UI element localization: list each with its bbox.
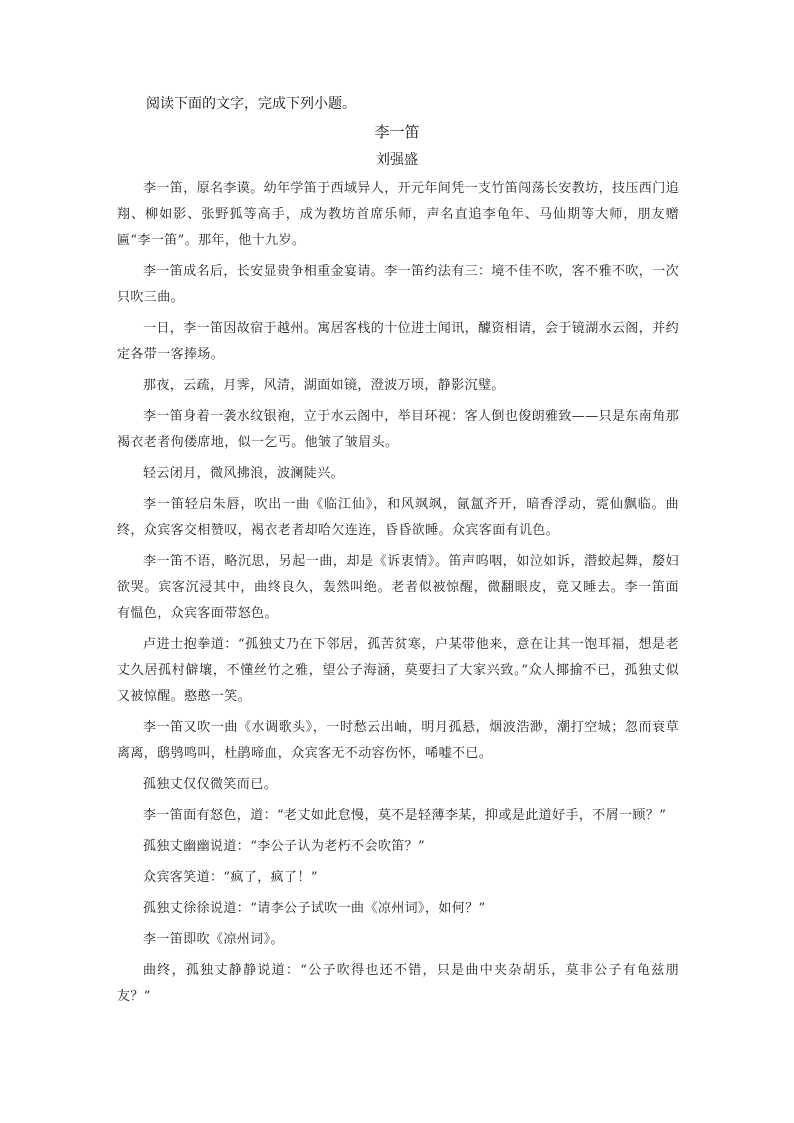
story-title: 李一笛: [374, 123, 420, 141]
paragraph: 众宾客笑道：“疯了，疯了！”: [143, 870, 318, 885]
paragraph: 李一笛即吹《凉州词》。: [143, 932, 284, 947]
paragraph: 孤独丈仅仅微笑而已。: [143, 777, 278, 792]
reading-instruction: 阅读下面的文字，完成下列小题。: [146, 96, 356, 112]
story-body: [117, 176, 679, 1015]
paragraph: 李一笛又吹一曲《水调歌头》，一时愁云出岫，明月孤悬，烟波浩渺，潮打空城；忽而衰草离离，鸱鸮鸣叫，杜鹃啼血，众宾客无不动容伤怀，唏嘘不已。: [117, 720, 679, 761]
paragraph: 李一笛轻启朱唇，吹出一曲《临江仙》，和风飒飒，氤氲齐开，暗香浮动，霓仙飘临。曲终，众宾客交相赞叹，褐衣老者却哈欠连连，昏昏欲睡。众宾客面有讥色。: [117, 497, 679, 538]
paragraph: 李一笛面有怒色，道：“老丈如此怠慢，莫不是轻薄李某，抑或是此道好手，不屑一顾？”: [143, 808, 667, 823]
paragraph: 孤独丈幽幽说道：“李公子认为老朽不会吹笛？”: [143, 839, 426, 854]
paragraph: 一日，李一笛因故宿于越州。寓居客栈的十位进士闻讯，醵资相请，会于镜湖水云阁，并约定各带一客捧场。: [117, 321, 680, 362]
paragraph: 李一笛成名后，长安显贵争相重金宴请。李一笛约法有三：境不佳不吹，客不雅不吹，一次只吹三曲。: [117, 264, 680, 305]
story-author: 刘强盛: [376, 152, 418, 168]
paragraph: 轻云闭月，微风拂浪，波澜陡兴。: [143, 466, 345, 481]
paragraph: 李一笛不语，略沉思，另起一曲，却是《诉衷情》。笛声呜咽，如泣如诉，潜蛟起舞，嫠妇欲哭。宾客沉浸其中，曲终良久，轰然叫绝。老者似被惊醒，微翻眼皮，竟又睡去。李一笛面有愠色，众宾客面带怒色。: [117, 554, 679, 621]
paragraph: 孤独丈徐徐说道：“请李公子试吹一曲《凉州词》，如何？”: [143, 901, 486, 916]
paragraph: 李一笛，原名李谟。幼年学笛于西域异人，开元年间凭一支竹笛闯荡长安教坊，技压西门追翔、柳如影、张野狐等高手，成为教坊首席乐师，声名直追李龟年、马仙期等大师，朋友赠匾“李一笛”。那年，他十九岁。: [117, 181, 680, 248]
paragraph: 那夜，云疏，月霁，风清，湖面如镜，澄波万顷，静影沉璧。: [143, 378, 505, 393]
paragraph: 卢进士抱拳道：“孤独丈乃在下邻居，孤苦贫寒，户某带他来，意在让其一饱耳福，想是老丈久居孤村僻壤，不懂丝竹之雅，望公子海涵，莫要扫了大家兴致。”众人揶揄不已，孤独丈似又被惊醒。憨憨一笑。: [117, 637, 679, 704]
paragraph: 曲终，孤独丈静静说道：“公子吹得也还不错，只是曲中夹杂胡乐，莫非公子有龟兹朋友？”: [117, 963, 679, 1004]
paragraph: 李一笛身着一袭水纹银袍，立于水云阁中，举目环视：客人倒也俊朗雅致——只是东南角那褐衣老者佝偻席地，似一乞丐。他皱了皱眉头。: [117, 409, 680, 450]
